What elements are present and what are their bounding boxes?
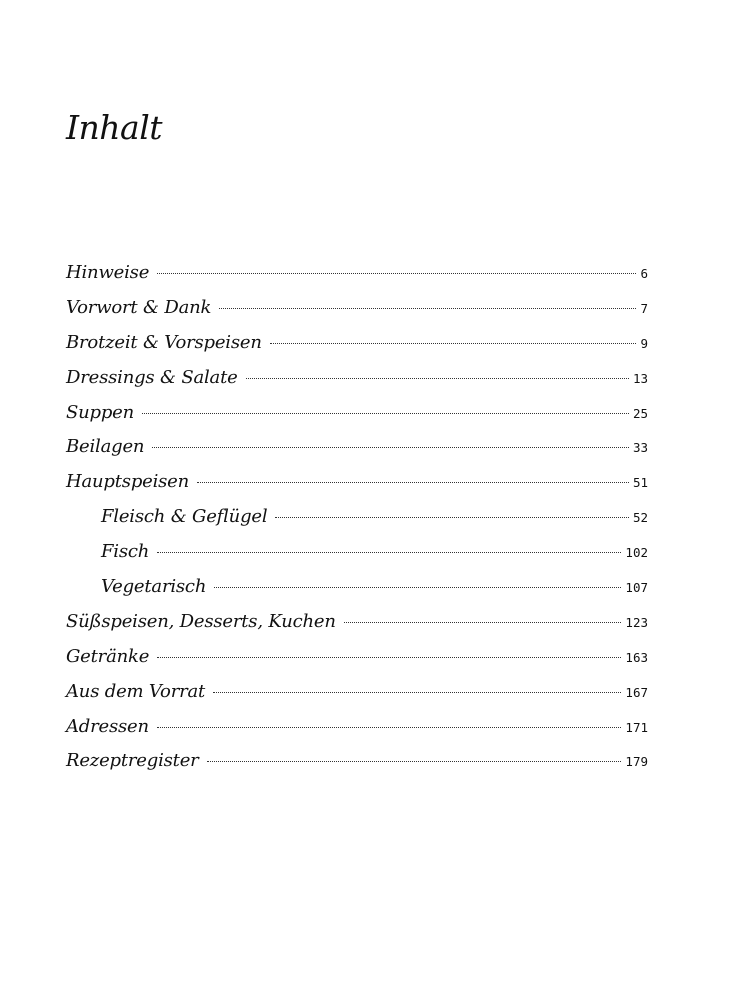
toc-entry-label: Adressen [66, 715, 149, 737]
dot-leader [270, 343, 637, 344]
toc-entry-page-number: 102 [625, 545, 648, 561]
dot-leader [152, 447, 629, 448]
dot-leader [344, 622, 622, 623]
toc-entry-brotzeit-vorspeisen[interactable] [66, 332, 648, 367]
table-of-contents [66, 262, 648, 785]
toc-entry-page-number: 171 [625, 719, 648, 735]
dot-leader [197, 482, 629, 483]
dot-leader [213, 692, 621, 693]
toc-entry-hauptspeisen[interactable] [66, 471, 648, 506]
toc-entry-page-number: 25 [632, 405, 648, 421]
toc-entry-page-number: 167 [625, 684, 648, 700]
toc-entry-rezeptregister[interactable] [66, 750, 648, 785]
toc-entry-label: Hinweise [66, 262, 150, 283]
dot-leader [157, 727, 622, 728]
toc-entry-page-number: 13 [632, 370, 648, 386]
toc-entry-label: Hauptspeisen [66, 471, 190, 493]
toc-entry-label: Brotzeit & Vorspeisen [66, 331, 262, 353]
toc-entry-page-number: 163 [625, 649, 648, 665]
toc-entry-label: Beilagen [66, 436, 145, 458]
toc-entry-label: Suppen [66, 401, 135, 423]
toc-entry-getraenke[interactable] [66, 646, 648, 681]
dot-leader [219, 308, 636, 309]
toc-entry-suessspeisen[interactable] [66, 611, 648, 646]
toc-entry-label: Vegetarisch [101, 576, 207, 598]
dot-leader [246, 378, 629, 379]
toc-subentry-fleisch-gefluegel[interactable] [66, 506, 648, 541]
dot-leader [157, 657, 621, 658]
dot-leader [157, 552, 621, 553]
toc-entry-page-number: 52 [632, 510, 648, 526]
toc-entry-vorwort-dank[interactable] [66, 297, 648, 332]
toc-entry-page-number: 179 [625, 754, 648, 770]
dot-leader [157, 273, 636, 274]
dot-leader [207, 761, 622, 762]
toc-entry-label: Süßspeisen, Desserts, Kuchen [66, 610, 336, 632]
toc-entry-page-number: 9 [640, 335, 648, 351]
toc-entry-adressen[interactable] [66, 716, 648, 751]
page-title: Inhalt [66, 108, 163, 147]
toc-entry-label: Fleisch & Geflügel [101, 506, 268, 528]
toc-subentry-fisch[interactable] [66, 541, 648, 576]
toc-entry-label: Vorwort & Dank [66, 296, 212, 318]
toc-entry-aus-dem-vorrat[interactable] [66, 681, 648, 716]
dot-leader [214, 587, 621, 588]
toc-entry-label: Getränke [66, 645, 150, 667]
toc-entry-label: Fisch [101, 541, 150, 563]
dot-leader [142, 413, 629, 414]
toc-entry-dressings-salate[interactable] [66, 367, 648, 402]
toc-entry-suppen[interactable] [66, 402, 648, 437]
toc-subentry-vegetarisch[interactable] [66, 576, 648, 611]
toc-entry-hinweise[interactable] [66, 262, 648, 297]
toc-entry-page-number: 33 [632, 440, 648, 456]
dot-leader [275, 517, 629, 518]
toc-entry-label: Dressings & Salate [66, 366, 238, 388]
toc-entry-page-number: 7 [640, 300, 648, 316]
toc-entry-page-number: 123 [625, 614, 648, 630]
toc-entry-page-number: 107 [625, 580, 648, 596]
toc-entry-page-number: 6 [640, 266, 648, 281]
toc-entry-label: Aus dem Vorrat [66, 680, 206, 702]
toc-entry-label: Rezeptregister [66, 750, 199, 772]
toc-entry-beilagen[interactable] [66, 436, 648, 471]
toc-entry-page-number: 51 [632, 475, 648, 491]
